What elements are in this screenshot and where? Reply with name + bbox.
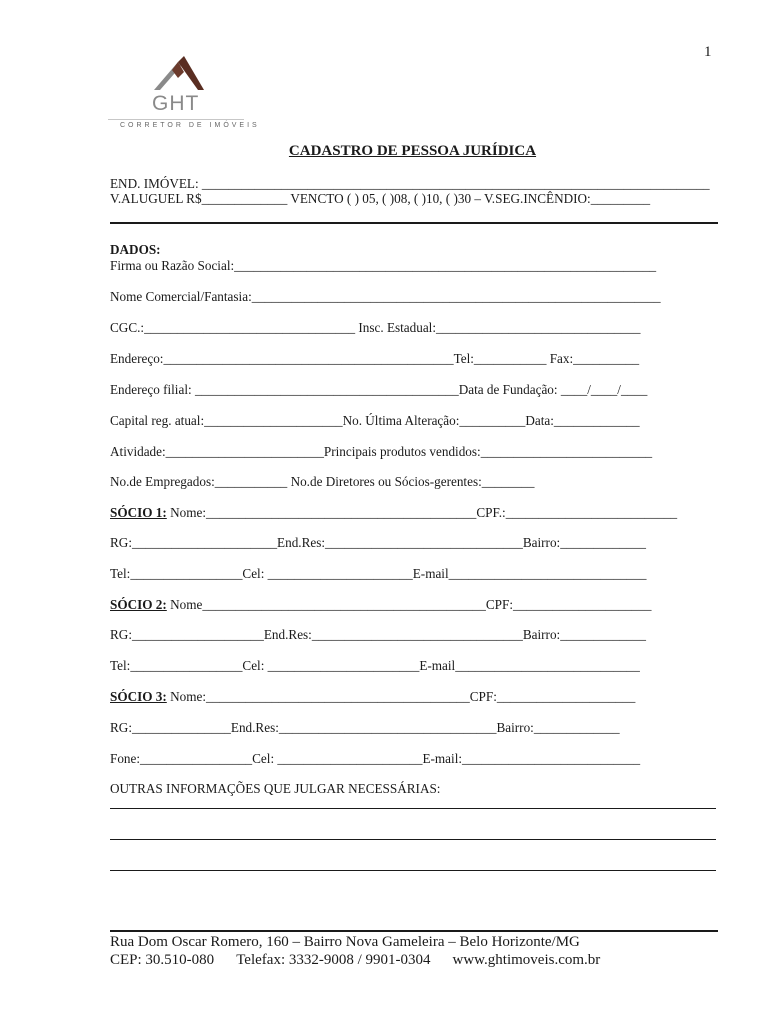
endereco-field[interactable]: Endereço:____________________________________________Tel:___________ Fax:__________ — [110, 351, 640, 366]
razao-social-field[interactable]: Firma ou Razão Social:________________________________________________________________ — [110, 258, 657, 273]
capital-field[interactable]: Capital reg. atual:_____________________No. Última Alteração:__________Data:_____________ — [110, 413, 640, 428]
cgc-insc-field[interactable]: CGC.:________________________________ Insc. Estadual:_______________________________ — [110, 320, 641, 335]
socio-1-contact-field[interactable]: Tel:_________________Cel: ______________________E-mail______________________________ — [110, 566, 647, 581]
socio-3-name-row[interactable] — [110, 689, 635, 705]
footer-website-link[interactable]: www.ghtimoveis.com.br — [452, 952, 601, 968]
socio-1-name-row[interactable] — [110, 505, 677, 521]
company-logo — [108, 56, 260, 136]
outras-line-2[interactable] — [110, 839, 716, 840]
socio-2-contact-field[interactable]: Tel:_________________Cel: _______________________E-mail____________________________ — [110, 658, 640, 673]
socio-3-rg-field[interactable]: RG:_______________End.Res:_________________________________Bairro:_____________ — [110, 720, 620, 735]
socio-1-name-field[interactable]: Nome:_________________________________________CPF.:__________________________ — [166, 505, 678, 520]
section-divider — [110, 222, 718, 224]
socio-2-rg-field[interactable]: RG:____________________End.Res:________________________________Bairro:_____________ — [110, 627, 646, 642]
footer-divider — [110, 930, 718, 932]
nome-fantasia-field[interactable]: Nome Comercial/Fantasia:______________________________________________________________ — [110, 289, 661, 304]
socio-2-label: SÓCIO 2: — [110, 597, 167, 612]
footer-cep: CEP: 30.510-080 — [110, 952, 215, 968]
aluguel-vencto-field[interactable]: V.ALUGUEL R$_____________ VENCTO ( ) 05, ( )08, ( )10, ( )30 – V.SEG.INCÊNDIO:_________ — [110, 191, 651, 206]
socio-3-label: SÓCIO 3: — [110, 689, 167, 704]
logo-divider — [108, 119, 244, 120]
outras-informacoes-heading: OUTRAS INFORMAÇÕES QUE JULGAR NECESSÁRIAS: — [110, 781, 441, 796]
outras-line-3[interactable] — [110, 870, 716, 871]
outras-line-1[interactable] — [110, 808, 716, 809]
footer-telefax: Telefax: 3332-9008 / 9901-0304 — [236, 952, 431, 968]
socio-1-rg-field[interactable]: RG:______________________End.Res:______________________________Bairro:_____________ — [110, 535, 646, 550]
page-number: 1 — [704, 44, 712, 60]
socio-1-label: SÓCIO 1: — [110, 505, 167, 520]
form-title: CADASTRO DE PESSOA JURÍDICA — [288, 143, 537, 159]
footer-contact-row — [110, 952, 600, 969]
atividade-field[interactable]: Atividade:________________________Principais produtos vendidos:__________________________ — [110, 444, 653, 459]
empregados-field[interactable]: No.de Empregados:___________ No.de Diretores ou Sócios-gerentes:________ — [110, 474, 535, 489]
dados-heading: DADOS: — [110, 242, 161, 257]
endereco-filial-field[interactable]: Endereço filial: ________________________________________Data de Fundação: ____/____/____ — [110, 382, 648, 397]
socio-2-name-field[interactable]: Nome___________________________________________CPF:_____________________ — [166, 597, 652, 612]
logo-tagline: CORRETOR DE IMÓVEIS — [120, 122, 260, 129]
socio-2-name-row[interactable] — [110, 597, 651, 613]
logo-name: GHT — [152, 92, 200, 115]
socio-3-name-field[interactable]: Nome:________________________________________CPF:_____________________ — [166, 689, 636, 704]
socio-3-contact-field[interactable]: Fone:_________________Cel: ______________________E-mail:___________________________ — [110, 751, 641, 766]
end-imovel-field[interactable]: END. IMÓVEL: _____________________________________________________________________________ — [110, 176, 710, 191]
roof-logo-icon — [108, 56, 248, 96]
footer-address: Rua Dom Oscar Romero, 160 – Bairro Nova Gameleira – Belo Horizonte/MG — [110, 934, 580, 950]
